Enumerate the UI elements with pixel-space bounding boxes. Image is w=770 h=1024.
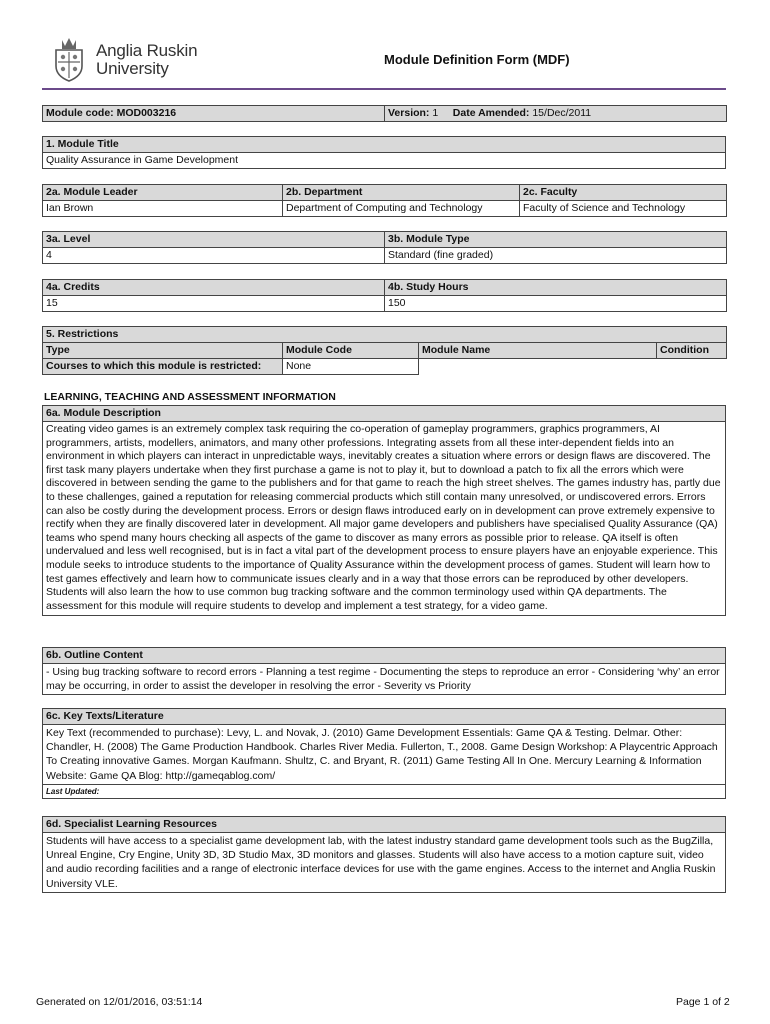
- col-type: Type: [43, 343, 283, 359]
- module-type-value: Standard (fine graded): [385, 248, 727, 264]
- col-condition: Condition: [657, 343, 727, 359]
- key-texts-label: 6c. Key Texts/Literature: [43, 709, 726, 725]
- faculty-value: Faculty of Science and Technology: [520, 201, 727, 217]
- restriction-code-cell: None: [283, 359, 419, 375]
- department-value: Department of Computing and Technology: [283, 201, 520, 217]
- department-label: 2b. Department: [283, 185, 520, 201]
- module-code-cell: Module code: MOD003216: [43, 106, 385, 122]
- faculty-label: 2c. Faculty: [520, 185, 727, 201]
- outline-label: 6b. Outline Content: [43, 648, 726, 664]
- restriction-condition-cell: [657, 359, 727, 375]
- resources-table: [42, 816, 726, 893]
- module-leader-value: Ian Brown: [43, 201, 283, 217]
- resources-text: Students will have access to a specialist game development lab, with the latest industry standard game development tools such as the BugZilla, Unreal Engine, Cry Engine, Unity 3D, 3D Studio Max, 3D monitors and glasses. Students will also have access to a motion capture suit, video and audio recording facilities and a range of electronic interface devices for use with the game engines. Access to the internet and Anglia Ruskin University VLE.: [43, 833, 726, 893]
- level-value: 4: [43, 248, 385, 264]
- col-module-name: Module Name: [419, 343, 657, 359]
- restriction-type-cell: Courses to which this module is restricted:: [43, 359, 283, 375]
- university-logo: [52, 36, 212, 82]
- credits-label: 4a. Credits: [43, 280, 385, 296]
- version-value: 1: [432, 107, 439, 119]
- lta-heading: LEARNING, TEACHING AND ASSESSMENT INFORMATION: [44, 391, 336, 403]
- logo-line-2: University: [96, 59, 169, 78]
- generated-timestamp: Generated on 12/01/2016, 03:51:14: [36, 996, 203, 1008]
- leader-table: [42, 184, 727, 217]
- version-label: Version:: [388, 107, 430, 119]
- outline-table: [42, 647, 726, 695]
- level-label: 3a. Level: [43, 232, 385, 248]
- module-title-table: [42, 136, 726, 169]
- restriction-name-cell: [419, 359, 657, 375]
- date-amended-label: Date Amended:: [452, 107, 530, 119]
- col-module-code: Module Code: [283, 343, 419, 359]
- module-title-label: 1. Module Title: [43, 137, 726, 153]
- last-updated-cell: [43, 784, 726, 798]
- date-amended-value: 15/Dec/2011: [532, 107, 592, 119]
- module-leader-label: 2a. Module Leader: [43, 185, 283, 201]
- key-texts-text: Key Text (recommended to purchase): Levy, L. and Novak, J. (2010) Game Development Essentials: Game QA & Testing. Delmar. Other: Chandler, H. (2008) The Game Production Handbook. Charles River Media. Fullerton, T., 2008. Game Design Workshop: A Playcentric Approach To Creating innovative Games. Morgan Kaufmann. Shultz, C. and Bryant, R. (2011) Game Testing All In One. Mercury Learning & Information Website: Game QA Blog: http://gameqablog.com/: [43, 725, 726, 785]
- form-title: Module Definition Form (MDF): [384, 52, 570, 67]
- crest-icon: [52, 36, 86, 82]
- description-label: 6a. Module Description: [43, 406, 726, 422]
- outline-text: - Using bug tracking software to record errors - Planning a test regime - Documenting the steps to reproduce an error - Considering ‘why’ an error may be occurring, in order to assist the developer in resolving the error - Severity vs Priority: [43, 664, 726, 695]
- logo-wordmark: [96, 42, 197, 78]
- last-updated-label: Last Updated:: [46, 786, 100, 796]
- module-title-value: Quality Assurance in Game Development: [43, 153, 726, 169]
- description-table: [42, 405, 726, 616]
- description-text: Creating video games is an extremely complex task requiring the co-operation of gameplay programmers, graphics programmers, AI programmers, artists, modellers, animators, and many other professions. Integrating assets from all these inter-dependent fields into an environment in which players can interact in unpredictable ways, inevitably creates a situation where errors or design flaws are discovered. The first task many players undertake when they first purchase a game is not to play it, but to download a patch to fix all the errors which were discovered in between sending the game to the publishers and for that game to reach the high street shelves. The games industry has, partly due to these challenges, gained a reputation for releasing commercial products which still contain many unresolved, or undiscovered errors. Errors can also be costly during the development process. Errors or design flaws introduced early on in development can prove extremely expensive to rectify when they are finally discovered later in development. All major game developers and publishers have specialised Quality Assurance (QA) teams who spend many hours checking all aspects of the game to discover as many errors as possible prior to release. QA itself is often undervalued and less well recognised, but is in fact a vital part of the development process to ensure players have an enjoyable experience. This module seeks to introduce students to the importance of Quality Assurance within the development process of games. Student will learn how to test games effectively and learn how to communicate issues clearly and in a way that those errors can be reproduced by other developers. Students will also learn the how to use common bug tracking software and the common terminology used within QA departments. The assessment for this module will require students to develop and implement a test strategy, for a video game.: [43, 422, 726, 616]
- module-type-label: 3b. Module Type: [385, 232, 727, 248]
- module-code-table: [42, 105, 727, 122]
- level-table: [42, 231, 727, 264]
- header-rule: [42, 88, 726, 90]
- logo-line-1: Anglia Ruskin: [96, 41, 198, 60]
- restrictions-table: [42, 326, 727, 375]
- credits-table: [42, 279, 727, 312]
- study-hours-value: 150: [385, 296, 727, 312]
- key-texts-table: [42, 708, 726, 799]
- study-hours-label: 4b. Study Hours: [385, 280, 727, 296]
- credits-value: 15: [43, 296, 385, 312]
- restrictions-label: 5. Restrictions: [43, 327, 727, 343]
- page-number: Page 1 of 2: [676, 996, 730, 1008]
- version-cell: [385, 106, 727, 122]
- resources-label: 6d. Specialist Learning Resources: [43, 817, 726, 833]
